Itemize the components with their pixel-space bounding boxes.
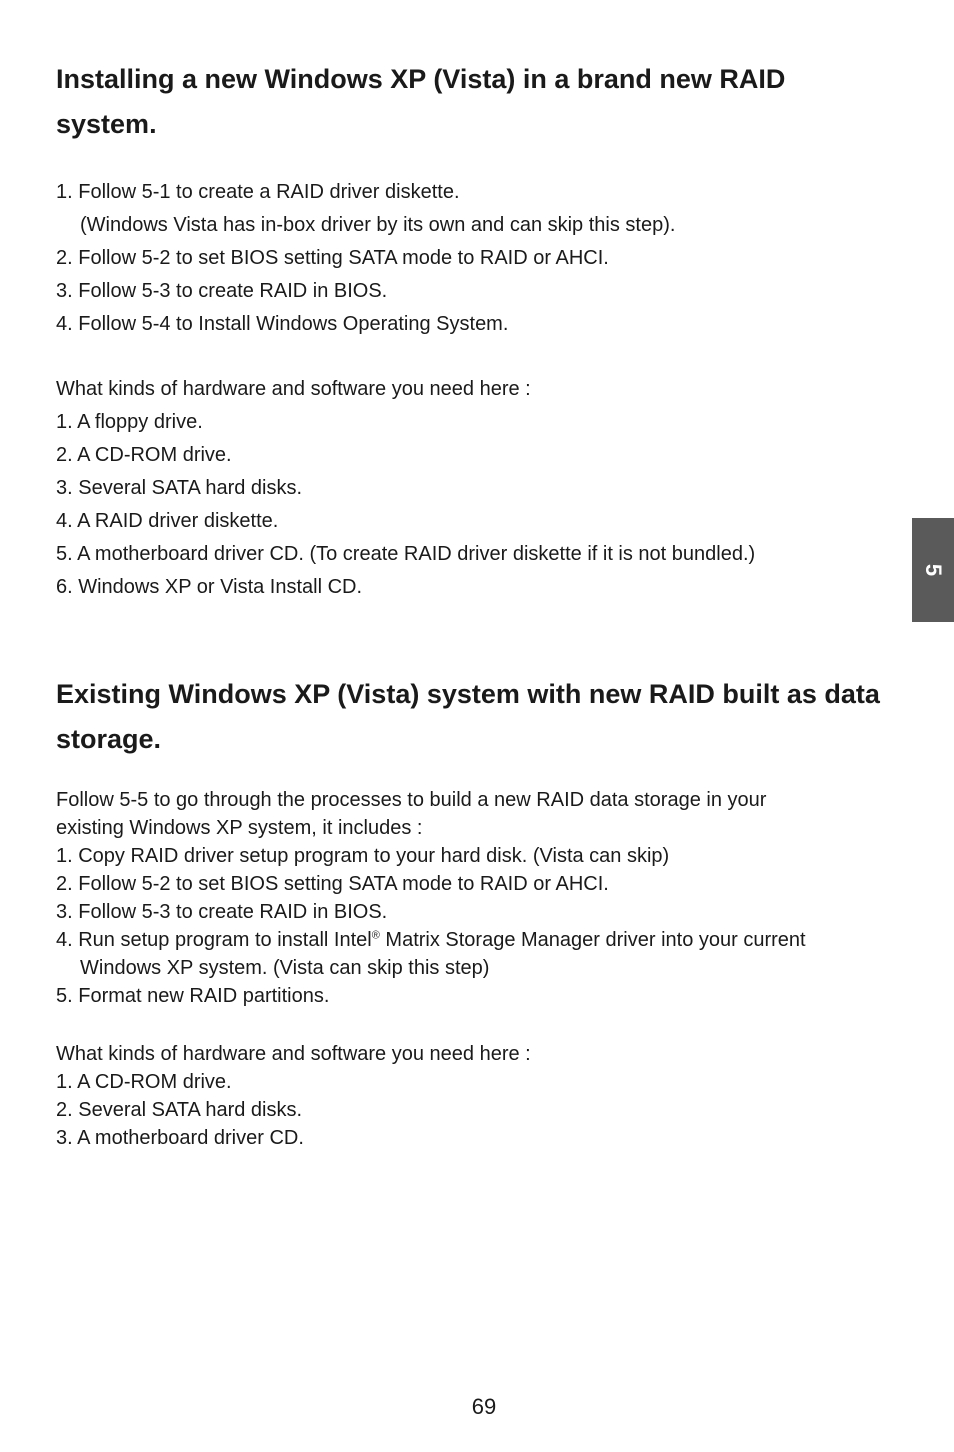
chapter-number: 5 <box>921 563 946 577</box>
registered-mark: ® <box>371 929 380 942</box>
existing-system-steps <box>56 786 896 1010</box>
existing-system-requirements <box>56 1040 896 1152</box>
list-item: 5. Format new RAID partitions. <box>56 985 330 1007</box>
list-item: 5. A motherboard driver CD. (To create RAID driver diskette if it is not bundled.) <box>56 543 756 565</box>
list-item: 1. A CD-ROM drive. <box>56 1071 232 1093</box>
list-item: 4. A RAID driver diskette. <box>56 510 279 532</box>
section-title-new-install: Installing a new Windows XP (Vista) in a brand new RAID system. <box>56 64 786 139</box>
list-item <box>56 926 896 954</box>
list-item: 1. Follow 5-1 to create a RAID driver diskette. <box>56 181 460 203</box>
list-item: 3. A motherboard driver CD. <box>56 1127 304 1149</box>
list-item: 3. Follow 5-3 to create RAID in BIOS. <box>56 280 388 302</box>
intro-text: existing Windows XP system, it includes : <box>56 817 423 839</box>
new-install-steps <box>56 176 896 341</box>
list-item: 2. Follow 5-2 to set BIOS setting SATA mode to RAID or AHCI. <box>56 247 609 269</box>
list-item: 2. Several SATA hard disks. <box>56 1099 303 1121</box>
requirements-heading: What kinds of hardware and software you need here : <box>56 378 531 400</box>
requirements-heading: What kinds of hardware and software you need here : <box>56 1043 531 1065</box>
list-item: 2. A CD-ROM drive. <box>56 444 232 466</box>
intro-text: Follow 5-5 to go through the processes to build a new RAID data storage in your <box>56 789 767 811</box>
page-number: 69 <box>471 1394 497 1419</box>
section-title-existing-system: Existing Windows XP (Vista) system with new RAID built as data storage. <box>56 679 880 754</box>
list-item-text: Matrix Storage Manager driver into your current <box>385 929 806 951</box>
list-item-note: (Windows Vista has in-box driver by its own and can skip this step). <box>80 214 676 236</box>
list-item: 1. Copy RAID driver setup program to your hard disk. (Vista can skip) <box>56 845 670 867</box>
list-item: 3. Several SATA hard disks. <box>56 477 303 499</box>
list-item: 4. Follow 5-4 to Install Windows Operating System. <box>56 313 509 335</box>
list-item-continuation: Windows XP system. (Vista can skip this step) <box>80 957 490 979</box>
list-item-text: 4. Run setup program to install Intel <box>56 929 372 951</box>
list-item: 6. Windows XP or Vista Install CD. <box>56 576 363 598</box>
new-install-requirements <box>56 373 896 604</box>
list-item: 3. Follow 5-3 to create RAID in BIOS. <box>56 901 388 923</box>
chapter-tab <box>912 518 954 622</box>
list-item: 2. Follow 5-2 to set BIOS setting SATA mode to RAID or AHCI. <box>56 873 609 895</box>
list-item: 1. A floppy drive. <box>56 411 203 433</box>
